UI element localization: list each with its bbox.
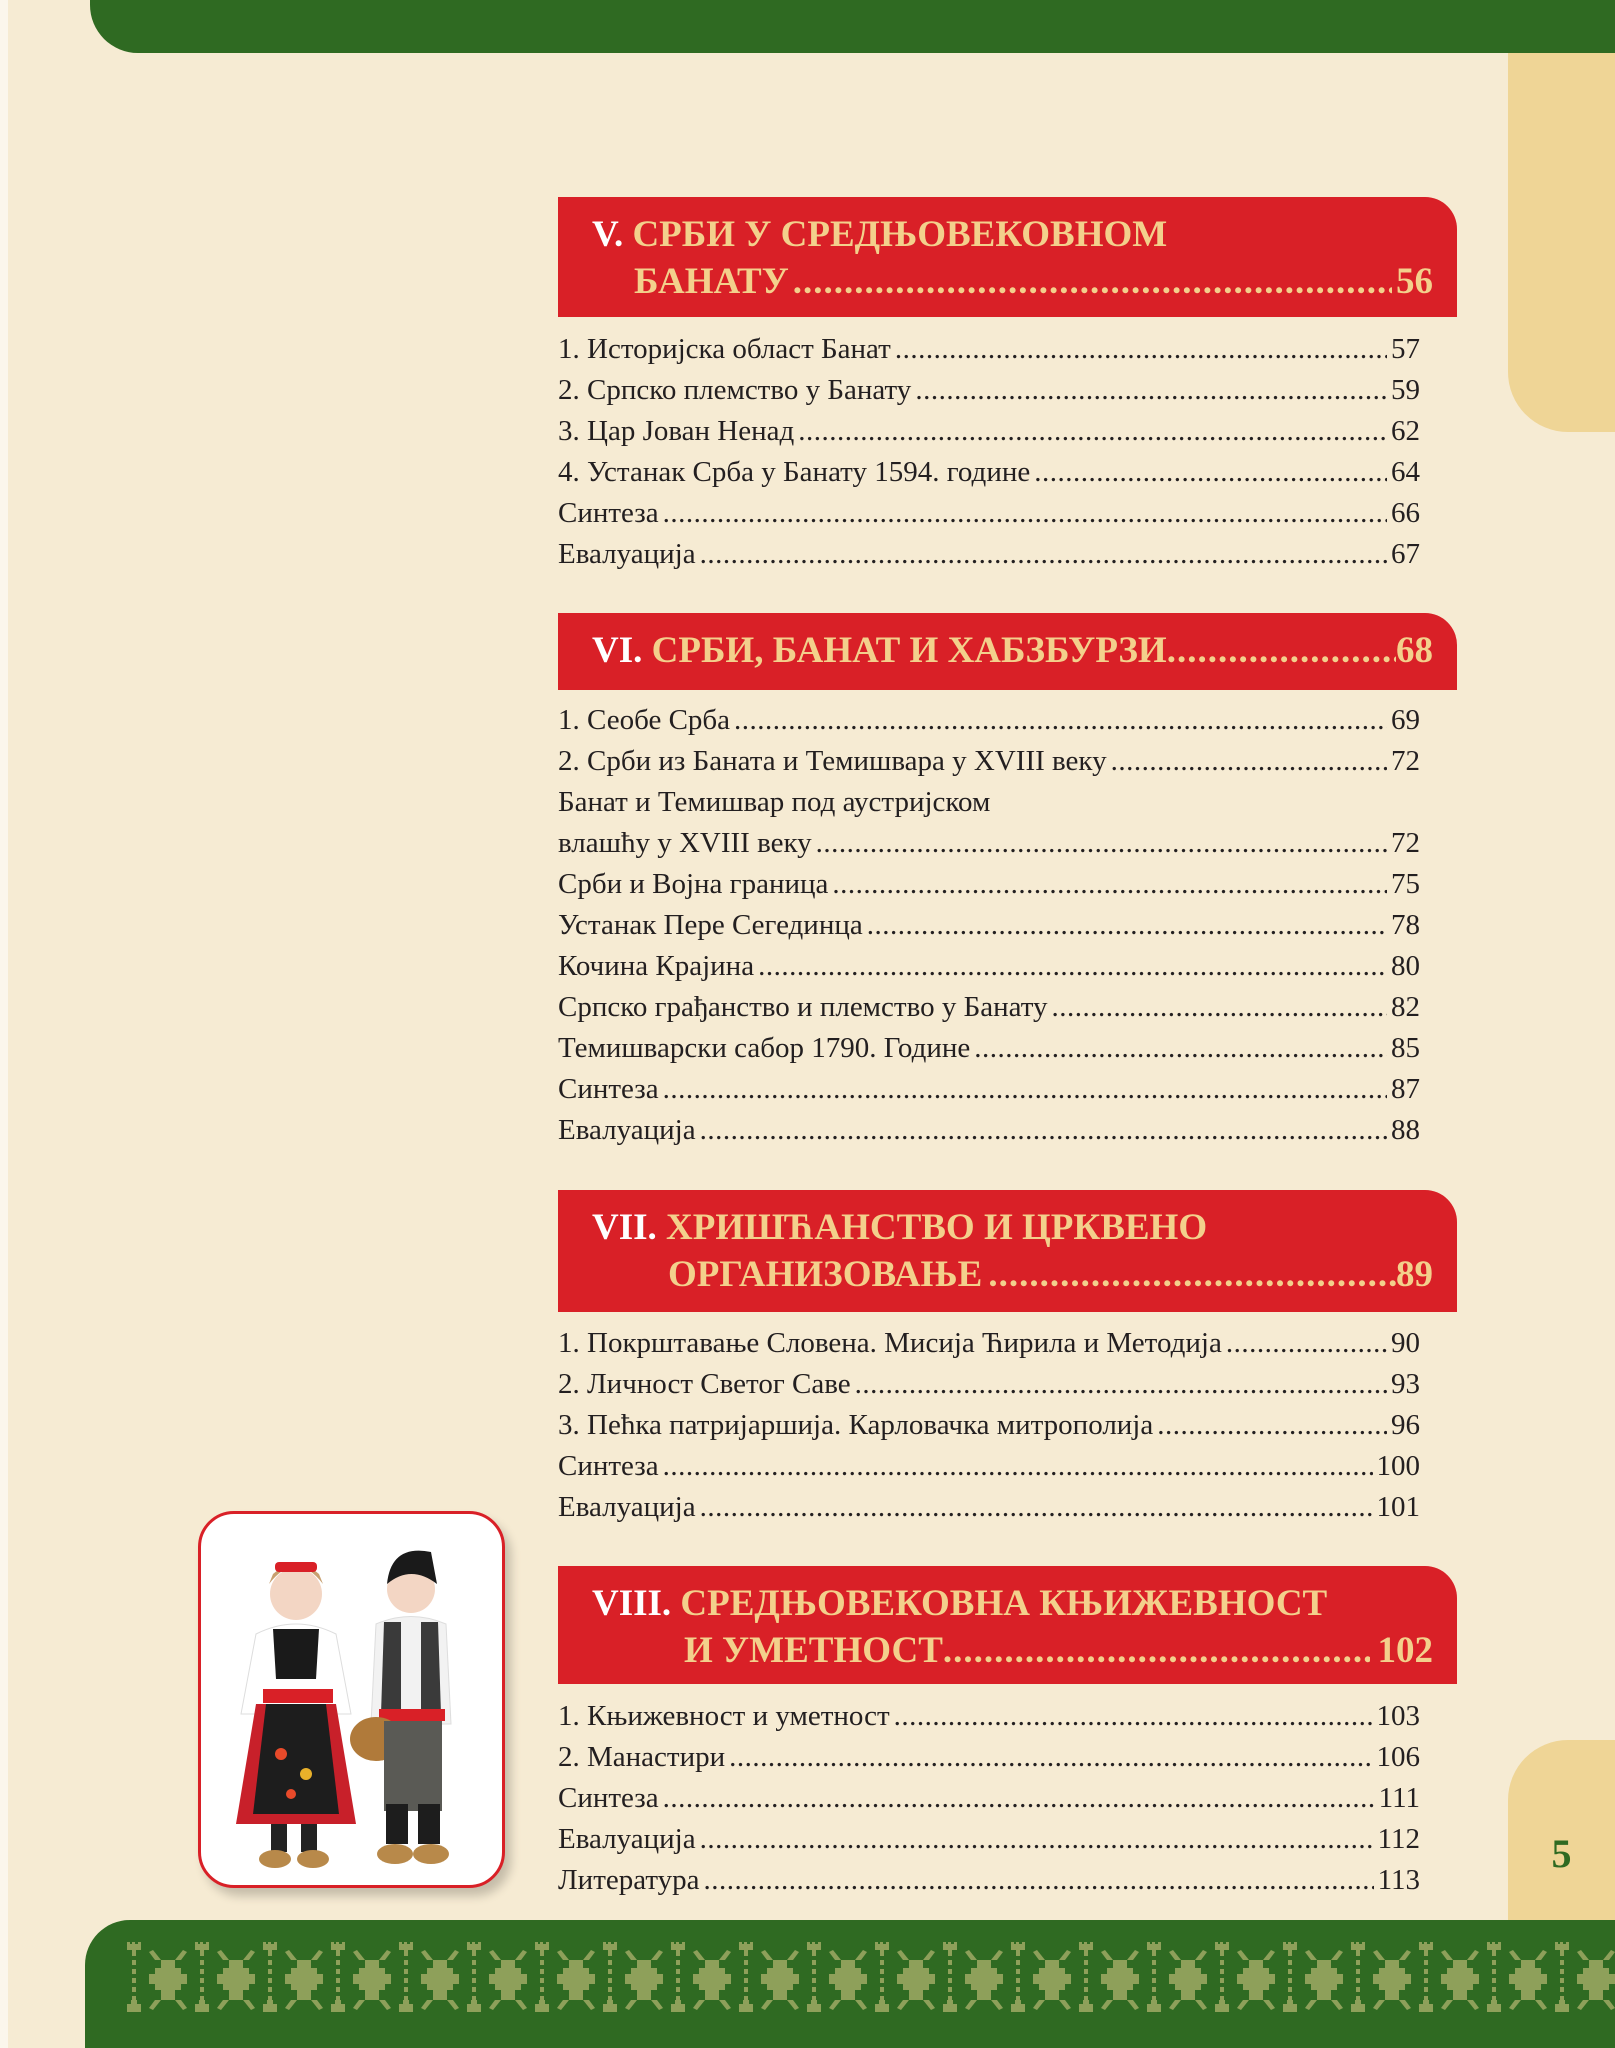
toc-label: Литература bbox=[558, 1864, 700, 1896]
dot-leader bbox=[1167, 627, 1396, 674]
toc-label: Евалуација bbox=[558, 538, 696, 570]
toc-label: Синтеза bbox=[558, 1450, 659, 1482]
toc-page: 87 bbox=[1391, 1073, 1420, 1105]
toc-item[interactable] bbox=[558, 1737, 1420, 1778]
toc-label: 1. Књижевност и уметност bbox=[558, 1700, 890, 1732]
toc-page: 72 bbox=[1391, 827, 1420, 859]
toc-page: 72 bbox=[1391, 745, 1420, 777]
toc-label: Темишварски сабор 1790. Године bbox=[558, 1032, 971, 1064]
section-title: СРБИ У СРЕДЊОВЕКОВНОМ bbox=[632, 214, 1168, 255]
toc-item[interactable] bbox=[558, 905, 1420, 946]
toc-page: 78 bbox=[1391, 909, 1420, 941]
toc-list-v bbox=[558, 329, 1420, 575]
toc-page: 88 bbox=[1391, 1114, 1420, 1146]
dot-leader bbox=[943, 1627, 1370, 1674]
toc-item[interactable] bbox=[558, 741, 1420, 782]
dot-leader bbox=[734, 700, 1387, 741]
toc-label: Евалуација bbox=[558, 1823, 696, 1855]
toc-item[interactable] bbox=[558, 1860, 1420, 1901]
side-tab bbox=[1508, 53, 1615, 432]
dot-leader bbox=[1226, 1323, 1387, 1364]
toc-label: 1. Историјска област Банат bbox=[558, 333, 891, 365]
section-title-cont: БАНАТУ bbox=[634, 261, 789, 302]
dot-leader bbox=[832, 864, 1387, 905]
dot-leader bbox=[894, 1696, 1373, 1737]
toc-item[interactable] bbox=[558, 1110, 1420, 1151]
toc-item[interactable] bbox=[558, 1069, 1420, 1110]
dot-leader bbox=[758, 946, 1387, 987]
section-heading-vii[interactable] bbox=[558, 1190, 1457, 1312]
dot-leader bbox=[1034, 452, 1387, 493]
toc-item[interactable] bbox=[558, 329, 1420, 370]
toc-label: 3. Цар Јован Ненад bbox=[558, 415, 795, 447]
dot-leader bbox=[700, 1110, 1387, 1151]
toc-page: 69 bbox=[1391, 704, 1420, 736]
toc-label: Евалуација bbox=[558, 1491, 696, 1523]
folk-pattern-ornament bbox=[125, 1942, 1615, 2022]
section-page: 89 bbox=[1396, 1254, 1433, 1295]
dot-leader bbox=[867, 905, 1387, 946]
toc-page: 75 bbox=[1391, 868, 1420, 900]
toc-label: 2. Срби из Баната и Темишвара у XVIII веку bbox=[558, 745, 1107, 777]
toc-label: 1. Покрштавање Словена. Мисија Ћирила и Методија bbox=[558, 1327, 1222, 1359]
toc-item[interactable] bbox=[558, 1487, 1420, 1528]
toc-label: 1. Сеобе Срба bbox=[558, 704, 731, 736]
toc-label: 3. Пећка патријаршија. Карловачка митрополија bbox=[558, 1409, 1154, 1441]
section-number: VIII. bbox=[592, 1583, 672, 1624]
section-heading-v[interactable] bbox=[558, 197, 1457, 317]
dot-leader bbox=[793, 258, 1392, 305]
toc-page: 59 bbox=[1391, 374, 1420, 406]
toc-item[interactable] bbox=[558, 987, 1420, 1028]
toc-label: Банат и Темишвар под аустријском bbox=[558, 786, 991, 818]
toc-page: 93 bbox=[1391, 1368, 1420, 1400]
toc-page: 90 bbox=[1391, 1327, 1420, 1359]
dot-leader bbox=[663, 1069, 1387, 1110]
toc-label: 4. Устанак Срба у Банату 1594. године bbox=[558, 456, 1031, 488]
section-heading-viii[interactable] bbox=[558, 1566, 1457, 1684]
dot-leader bbox=[704, 1860, 1374, 1901]
toc-label: влашћу у XVIII веку bbox=[558, 827, 812, 859]
page-edge bbox=[0, 0, 8, 2048]
dot-leader bbox=[895, 329, 1387, 370]
dot-leader bbox=[663, 493, 1387, 534]
toc-label: 2. Личност Светог Саве bbox=[558, 1368, 851, 1400]
toc-item[interactable] bbox=[558, 452, 1420, 493]
top-green-banner bbox=[90, 0, 1615, 53]
toc-label: Евалуација bbox=[558, 1114, 696, 1146]
section-number: VI. bbox=[592, 630, 643, 671]
dot-leader bbox=[663, 1446, 1373, 1487]
dot-leader bbox=[700, 534, 1387, 575]
toc-label: 2. Манастири bbox=[558, 1741, 726, 1773]
toc-page: 62 bbox=[1391, 415, 1420, 447]
section-heading-vi[interactable] bbox=[558, 613, 1457, 690]
toc-page: 111 bbox=[1378, 1782, 1420, 1814]
dot-leader bbox=[816, 823, 1387, 864]
bottom-ornament-banner bbox=[85, 1920, 1615, 2048]
toc-page: 112 bbox=[1377, 1823, 1420, 1855]
section-page: 68 bbox=[1396, 630, 1433, 671]
toc-page: 66 bbox=[1391, 497, 1420, 529]
dot-leader bbox=[974, 1028, 1387, 1069]
toc-page: 82 bbox=[1391, 991, 1420, 1023]
dot-leader bbox=[729, 1737, 1372, 1778]
dot-leader bbox=[915, 370, 1387, 411]
dot-leader bbox=[700, 1819, 1374, 1860]
section-number: V. bbox=[592, 214, 624, 255]
toc-item[interactable] bbox=[558, 534, 1420, 575]
toc-label: Синтеза bbox=[558, 497, 659, 529]
toc-page: 85 bbox=[1391, 1032, 1420, 1064]
toc-item[interactable] bbox=[558, 370, 1420, 411]
toc-page: 96 bbox=[1391, 1409, 1420, 1441]
toc-item[interactable] bbox=[558, 1696, 1420, 1737]
toc-label: Кочина Крајина bbox=[558, 950, 755, 982]
toc-page: 80 bbox=[1391, 950, 1420, 982]
toc-label: Срби и Војна граница bbox=[558, 868, 829, 900]
folk-costume-illustration bbox=[198, 1511, 505, 1888]
toc-page: 64 bbox=[1391, 456, 1420, 488]
toc-label: Синтеза bbox=[558, 1782, 659, 1814]
dot-leader bbox=[1157, 1405, 1387, 1446]
toc-item[interactable] bbox=[558, 946, 1420, 987]
dot-leader bbox=[663, 1778, 1375, 1819]
toc-label: Устанак Пере Сегединца bbox=[558, 909, 863, 941]
toc-item[interactable] bbox=[558, 700, 1420, 741]
toc-item[interactable] bbox=[558, 1323, 1420, 1364]
toc-page: 106 bbox=[1376, 1741, 1420, 1773]
section-title-cont: ОРГАНИЗОВАЊЕ bbox=[668, 1254, 983, 1295]
toc-page: 57 bbox=[1391, 333, 1420, 365]
toc-page: 101 bbox=[1376, 1491, 1420, 1523]
toc-item[interactable] bbox=[558, 1405, 1420, 1446]
section-title-cont: И УМЕТНОСТ bbox=[684, 1630, 943, 1671]
toc-list-viii bbox=[558, 1696, 1420, 1901]
section-title: ХРИШЋАНСТВО И ЦРКВЕНО bbox=[666, 1207, 1208, 1248]
toc-list-vii bbox=[558, 1323, 1420, 1528]
toc-page: 67 bbox=[1391, 538, 1420, 570]
toc-item[interactable] bbox=[558, 782, 1420, 823]
toc-label: Синтеза bbox=[558, 1073, 659, 1105]
section-page: 56 bbox=[1396, 261, 1433, 302]
toc-item[interactable] bbox=[558, 493, 1420, 534]
dot-leader bbox=[1052, 987, 1387, 1028]
toc-item[interactable] bbox=[558, 1819, 1420, 1860]
toc-item[interactable] bbox=[558, 823, 1420, 864]
toc-label: Српско грађанство и племство у Банату bbox=[558, 991, 1048, 1023]
dot-leader bbox=[988, 1251, 1396, 1298]
dot-leader bbox=[855, 1364, 1387, 1405]
toc-item[interactable] bbox=[558, 1028, 1420, 1069]
toc-page: 103 bbox=[1376, 1700, 1420, 1732]
toc-item[interactable] bbox=[558, 1364, 1420, 1405]
toc-label: 2. Српско племство у Банату bbox=[558, 374, 912, 406]
section-page: 102 bbox=[1377, 1630, 1433, 1671]
dot-leader bbox=[700, 1487, 1373, 1528]
toc-item[interactable] bbox=[558, 864, 1420, 905]
toc-page: 100 bbox=[1376, 1450, 1420, 1482]
section-title: СРЕДЊОВЕКОВНА КЊИЖЕВНОСТ bbox=[680, 1583, 1328, 1624]
toc-item[interactable] bbox=[558, 1778, 1420, 1819]
toc-page: 113 bbox=[1377, 1864, 1420, 1896]
section-title: СРБИ, БАНАТ И ХАБЗБУРЗИ bbox=[651, 630, 1167, 671]
section-number: VII. bbox=[592, 1207, 657, 1248]
toc-list-vi bbox=[558, 700, 1420, 1151]
dolls-image bbox=[201, 1514, 502, 1885]
toc-item[interactable] bbox=[558, 411, 1420, 452]
page-number: 5 bbox=[1551, 1831, 1572, 1876]
dot-leader bbox=[1111, 741, 1387, 782]
toc-item[interactable] bbox=[558, 1446, 1420, 1487]
dot-leader bbox=[798, 411, 1387, 452]
